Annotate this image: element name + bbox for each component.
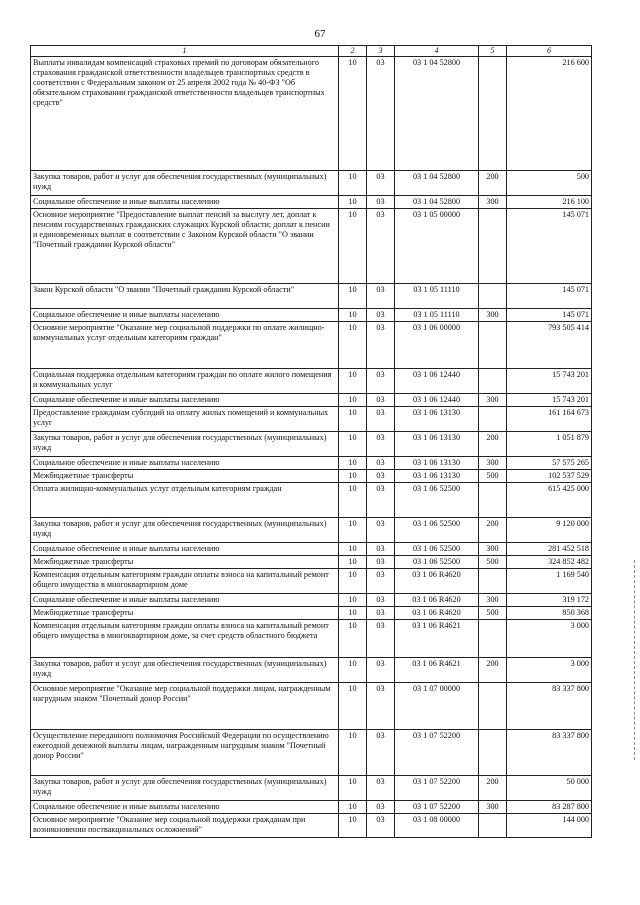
row-amount: 1 051 879 (507, 431, 592, 456)
row-amount: 615 425 000 (507, 482, 592, 517)
row-amount: 83 287 800 (507, 800, 592, 813)
row-subsection: 03 (367, 619, 395, 657)
row-expense-type: 300 (479, 542, 507, 555)
row-subsection: 03 (367, 555, 395, 568)
row-subsection: 03 (367, 813, 395, 837)
row-section: 10 (339, 406, 367, 431)
table-row (31, 606, 592, 619)
row-name: Социальная поддержка отдельным категориям граждан по оплате жилого помещения и коммунальных услуг (31, 368, 339, 393)
row-section: 10 (339, 469, 367, 482)
column-header-name: 1 (31, 46, 339, 57)
row-amount: 793 505 414 (507, 321, 592, 368)
row-subsection: 03 (367, 308, 395, 321)
row-target-code: 03 1 06 R4620 (395, 593, 479, 606)
row-subsection: 03 (367, 208, 395, 283)
row-target-code: 03 1 06 52500 (395, 517, 479, 542)
row-amount: 15 743 201 (507, 368, 592, 393)
row-section: 10 (339, 593, 367, 606)
column-header-subsection: 3 (367, 46, 395, 57)
row-expense-type: 300 (479, 393, 507, 406)
row-expense-type (479, 208, 507, 283)
row-target-code: 03 1 06 52500 (395, 555, 479, 568)
row-section: 10 (339, 208, 367, 283)
row-target-code: 03 1 07 52200 (395, 775, 479, 800)
row-expense-type (479, 568, 507, 593)
row-target-code: 03 1 06 52500 (395, 542, 479, 555)
row-name: Социальное обеспечение и иные выплаты населению (31, 593, 339, 606)
column-header-expense-type: 5 (479, 46, 507, 57)
row-name: Межбюджетные трансферты (31, 606, 339, 619)
row-name: Закупка товаров, работ и услуг для обеспечения государственных (муниципальных) нужд (31, 517, 339, 542)
row-section: 10 (339, 321, 367, 368)
row-section: 10 (339, 456, 367, 469)
row-amount: 9 120 000 (507, 517, 592, 542)
row-name: Социальное обеспечение и иные выплаты населению (31, 393, 339, 406)
row-subsection: 03 (367, 593, 395, 606)
row-section: 10 (339, 775, 367, 800)
row-amount: 161 164 673 (507, 406, 592, 431)
row-name: Основное мероприятие "Предоставление выплат пенсий за выслугу лет, доплат к пенсиям государственных гражданских служащих Курской области; доплат к пенсии и единовременных выплат в соответствии с Законом Курской области "О звании "Почетный гражданин Курской области" (31, 208, 339, 283)
row-expense-type: 300 (479, 593, 507, 606)
scan-edge-mark (634, 560, 636, 760)
row-section: 10 (339, 542, 367, 555)
row-amount: 216 100 (507, 195, 592, 208)
row-subsection: 03 (367, 469, 395, 482)
row-amount: 500 (507, 170, 592, 195)
row-target-code: 03 1 06 R4621 (395, 657, 479, 682)
row-expense-type: 300 (479, 800, 507, 813)
row-expense-type: 200 (479, 431, 507, 456)
row-name: Социальное обеспечение и иные выплаты населению (31, 195, 339, 208)
table-row (31, 283, 592, 308)
row-section: 10 (339, 482, 367, 517)
row-name: Межбюджетные трансферты (31, 469, 339, 482)
table-row (31, 469, 592, 482)
row-target-code: 03 1 08 00000 (395, 813, 479, 837)
row-amount: 102 537 529 (507, 469, 592, 482)
table-row (31, 406, 592, 431)
row-name: Предоставление гражданам субсидий на оплату жилых помещений и коммунальных услуг (31, 406, 339, 431)
row-expense-type (479, 813, 507, 837)
row-subsection: 03 (367, 393, 395, 406)
row-section: 10 (339, 657, 367, 682)
row-name: Оплата жилищно-коммунальных услуг отдельным категориям граждан (31, 482, 339, 517)
row-expense-type (479, 729, 507, 775)
table-row (31, 170, 592, 195)
table-row (31, 56, 592, 170)
row-section: 10 (339, 56, 367, 170)
table-row (31, 456, 592, 469)
row-subsection: 03 (367, 368, 395, 393)
row-subsection: 03 (367, 482, 395, 517)
row-subsection: 03 (367, 431, 395, 456)
table-row (31, 308, 592, 321)
row-amount: 3 000 (507, 657, 592, 682)
row-name: Основное мероприятие "Оказание мер социальной поддержки по оплате жилищно-коммунальных услуг отдельным категориям граждан" (31, 321, 339, 368)
row-expense-type: 500 (479, 606, 507, 619)
row-target-code: 03 1 06 12440 (395, 368, 479, 393)
row-expense-type: 300 (479, 456, 507, 469)
row-name: Компенсация отдельным категориям граждан оплаты взноса на капитальный ремонт общего имущества в многоквартирном доме (31, 568, 339, 593)
row-section: 10 (339, 368, 367, 393)
row-section: 10 (339, 283, 367, 308)
row-name: Закупка товаров, работ и услуг для обеспечения государственных (муниципальных) нужд (31, 657, 339, 682)
row-subsection: 03 (367, 195, 395, 208)
row-expense-type: 200 (479, 170, 507, 195)
table-row (31, 593, 592, 606)
row-target-code: 03 1 06 00000 (395, 321, 479, 368)
row-name: Основное мероприятие "Оказание мер социальной поддержки гражданам при возникновении поствакцинальных осложнений" (31, 813, 339, 837)
row-amount: 83 337 800 (507, 682, 592, 729)
row-target-code: 03 1 06 13130 (395, 469, 479, 482)
row-name: Закон Курской области "О звании "Почетный гражданин Курской области" (31, 283, 339, 308)
row-expense-type: 200 (479, 775, 507, 800)
row-amount: 145 071 (507, 283, 592, 308)
row-subsection: 03 (367, 283, 395, 308)
row-expense-type (479, 406, 507, 431)
row-target-code: 03 1 06 52500 (395, 482, 479, 517)
table-row (31, 555, 592, 568)
table-row (31, 368, 592, 393)
row-expense-type: 200 (479, 517, 507, 542)
row-subsection: 03 (367, 517, 395, 542)
row-amount: 57 575 265 (507, 456, 592, 469)
table-row (31, 542, 592, 555)
row-expense-type (479, 368, 507, 393)
row-section: 10 (339, 568, 367, 593)
row-amount: 3 000 (507, 619, 592, 657)
row-expense-type: 500 (479, 469, 507, 482)
row-expense-type (479, 56, 507, 170)
row-target-code: 03 1 06 13130 (395, 431, 479, 456)
row-amount: 145 071 (507, 208, 592, 283)
column-header-amount: 6 (507, 46, 592, 57)
column-header-section: 2 (339, 46, 367, 57)
row-target-code: 03 1 06 13130 (395, 406, 479, 431)
row-expense-type: 300 (479, 195, 507, 208)
row-name: Закупка товаров, работ и услуг для обеспечения государственных (муниципальных) нужд (31, 170, 339, 195)
row-target-code: 03 1 04 52800 (395, 170, 479, 195)
table-row (31, 729, 592, 775)
row-amount: 1 169 540 (507, 568, 592, 593)
row-section: 10 (339, 308, 367, 321)
row-amount: 850 368 (507, 606, 592, 619)
row-subsection: 03 (367, 682, 395, 729)
row-name: Социальное обеспечение и иные выплаты населению (31, 800, 339, 813)
row-target-code: 03 1 05 00000 (395, 208, 479, 283)
row-subsection: 03 (367, 606, 395, 619)
row-target-code: 03 1 05 11110 (395, 308, 479, 321)
table-row (31, 800, 592, 813)
row-target-code: 03 1 06 12440 (395, 393, 479, 406)
row-amount: 144 000 (507, 813, 592, 837)
row-subsection: 03 (367, 456, 395, 469)
row-section: 10 (339, 800, 367, 813)
table-body (31, 56, 592, 837)
row-expense-type (479, 619, 507, 657)
table-row (31, 482, 592, 517)
row-amount: 216 600 (507, 56, 592, 170)
row-subsection: 03 (367, 170, 395, 195)
row-amount: 319 172 (507, 593, 592, 606)
row-section: 10 (339, 517, 367, 542)
row-target-code: 03 1 05 11110 (395, 283, 479, 308)
row-subsection: 03 (367, 729, 395, 775)
row-expense-type: 300 (479, 308, 507, 321)
table-row (31, 568, 592, 593)
row-expense-type (479, 482, 507, 517)
table-row (31, 195, 592, 208)
row-subsection: 03 (367, 657, 395, 682)
row-amount: 281 452 518 (507, 542, 592, 555)
row-expense-type: 200 (479, 657, 507, 682)
row-target-code: 03 1 04 52800 (395, 195, 479, 208)
row-subsection: 03 (367, 406, 395, 431)
table-row (31, 517, 592, 542)
row-subsection: 03 (367, 542, 395, 555)
row-expense-type (479, 321, 507, 368)
row-section: 10 (339, 555, 367, 568)
row-target-code: 03 1 04 52800 (395, 56, 479, 170)
table-row (31, 657, 592, 682)
row-name: Межбюджетные трансферты (31, 555, 339, 568)
table-row (31, 431, 592, 456)
row-target-code: 03 1 06 R4621 (395, 619, 479, 657)
row-subsection: 03 (367, 321, 395, 368)
table-row (31, 208, 592, 283)
row-name: Закупка товаров, работ и услуг для обеспечения государственных (муниципальных) нужд (31, 431, 339, 456)
row-amount: 50 000 (507, 775, 592, 800)
table-row (31, 619, 592, 657)
table-row (31, 393, 592, 406)
row-amount: 15 743 201 (507, 393, 592, 406)
row-section: 10 (339, 682, 367, 729)
row-section: 10 (339, 619, 367, 657)
row-section: 10 (339, 170, 367, 195)
row-name: Основное мероприятие "Оказание мер социальной поддержки лицам, награжденным нагрудным знаком "Почетный донор России" (31, 682, 339, 729)
row-target-code: 03 1 06 R4620 (395, 568, 479, 593)
row-amount: 324 852 482 (507, 555, 592, 568)
row-name: Социальное обеспечение и иные выплаты населению (31, 456, 339, 469)
row-amount: 83 337 800 (507, 729, 592, 775)
row-section: 10 (339, 195, 367, 208)
row-name: Компенсация отдельным категориям граждан оплаты взноса на капитальный ремонт общего имущества в многоквартирном доме, за счет средств областного бюджета (31, 619, 339, 657)
row-section: 10 (339, 393, 367, 406)
row-amount: 145 071 (507, 308, 592, 321)
row-name: Социальное обеспечение и иные выплаты населению (31, 308, 339, 321)
row-subsection: 03 (367, 775, 395, 800)
row-subsection: 03 (367, 568, 395, 593)
table-row (31, 682, 592, 729)
row-target-code: 03 1 06 13130 (395, 456, 479, 469)
row-target-code: 03 1 06 R4620 (395, 606, 479, 619)
row-name: Социальное обеспечение и иные выплаты населению (31, 542, 339, 555)
column-header-target-code: 4 (395, 46, 479, 57)
row-subsection: 03 (367, 800, 395, 813)
row-target-code: 03 1 07 52200 (395, 800, 479, 813)
table-row (31, 813, 592, 837)
row-subsection: 03 (367, 56, 395, 170)
row-section: 10 (339, 729, 367, 775)
row-expense-type: 500 (479, 555, 507, 568)
row-name: Выплаты инвалидам компенсаций страховых премий по договорам обязательного страхования гражданской ответственности владельцев транспортных средств в соответствии с Федеральным законом от 25 апреля 2002 года № 40-ФЗ "Об обязательном страховании гражданской ответственности владельцев транспортных средств" (31, 56, 339, 170)
table-header-row (31, 46, 592, 57)
budget-table (30, 45, 592, 838)
page-number: 67 (314, 28, 326, 40)
row-expense-type (479, 682, 507, 729)
row-name: Осуществление переданного полномочия Российской Федерации по осуществлению ежегодной денежной выплаты лицам, награжденным нагрудным знаком "Почетный донор России" (31, 729, 339, 775)
row-section: 10 (339, 431, 367, 456)
row-target-code: 03 1 07 00000 (395, 682, 479, 729)
row-target-code: 03 1 07 52200 (395, 729, 479, 775)
row-name: Закупка товаров, работ и услуг для обеспечения государственных (муниципальных) нужд (31, 775, 339, 800)
row-expense-type (479, 283, 507, 308)
table-row (31, 321, 592, 368)
row-section: 10 (339, 606, 367, 619)
table-row (31, 775, 592, 800)
row-section: 10 (339, 813, 367, 837)
